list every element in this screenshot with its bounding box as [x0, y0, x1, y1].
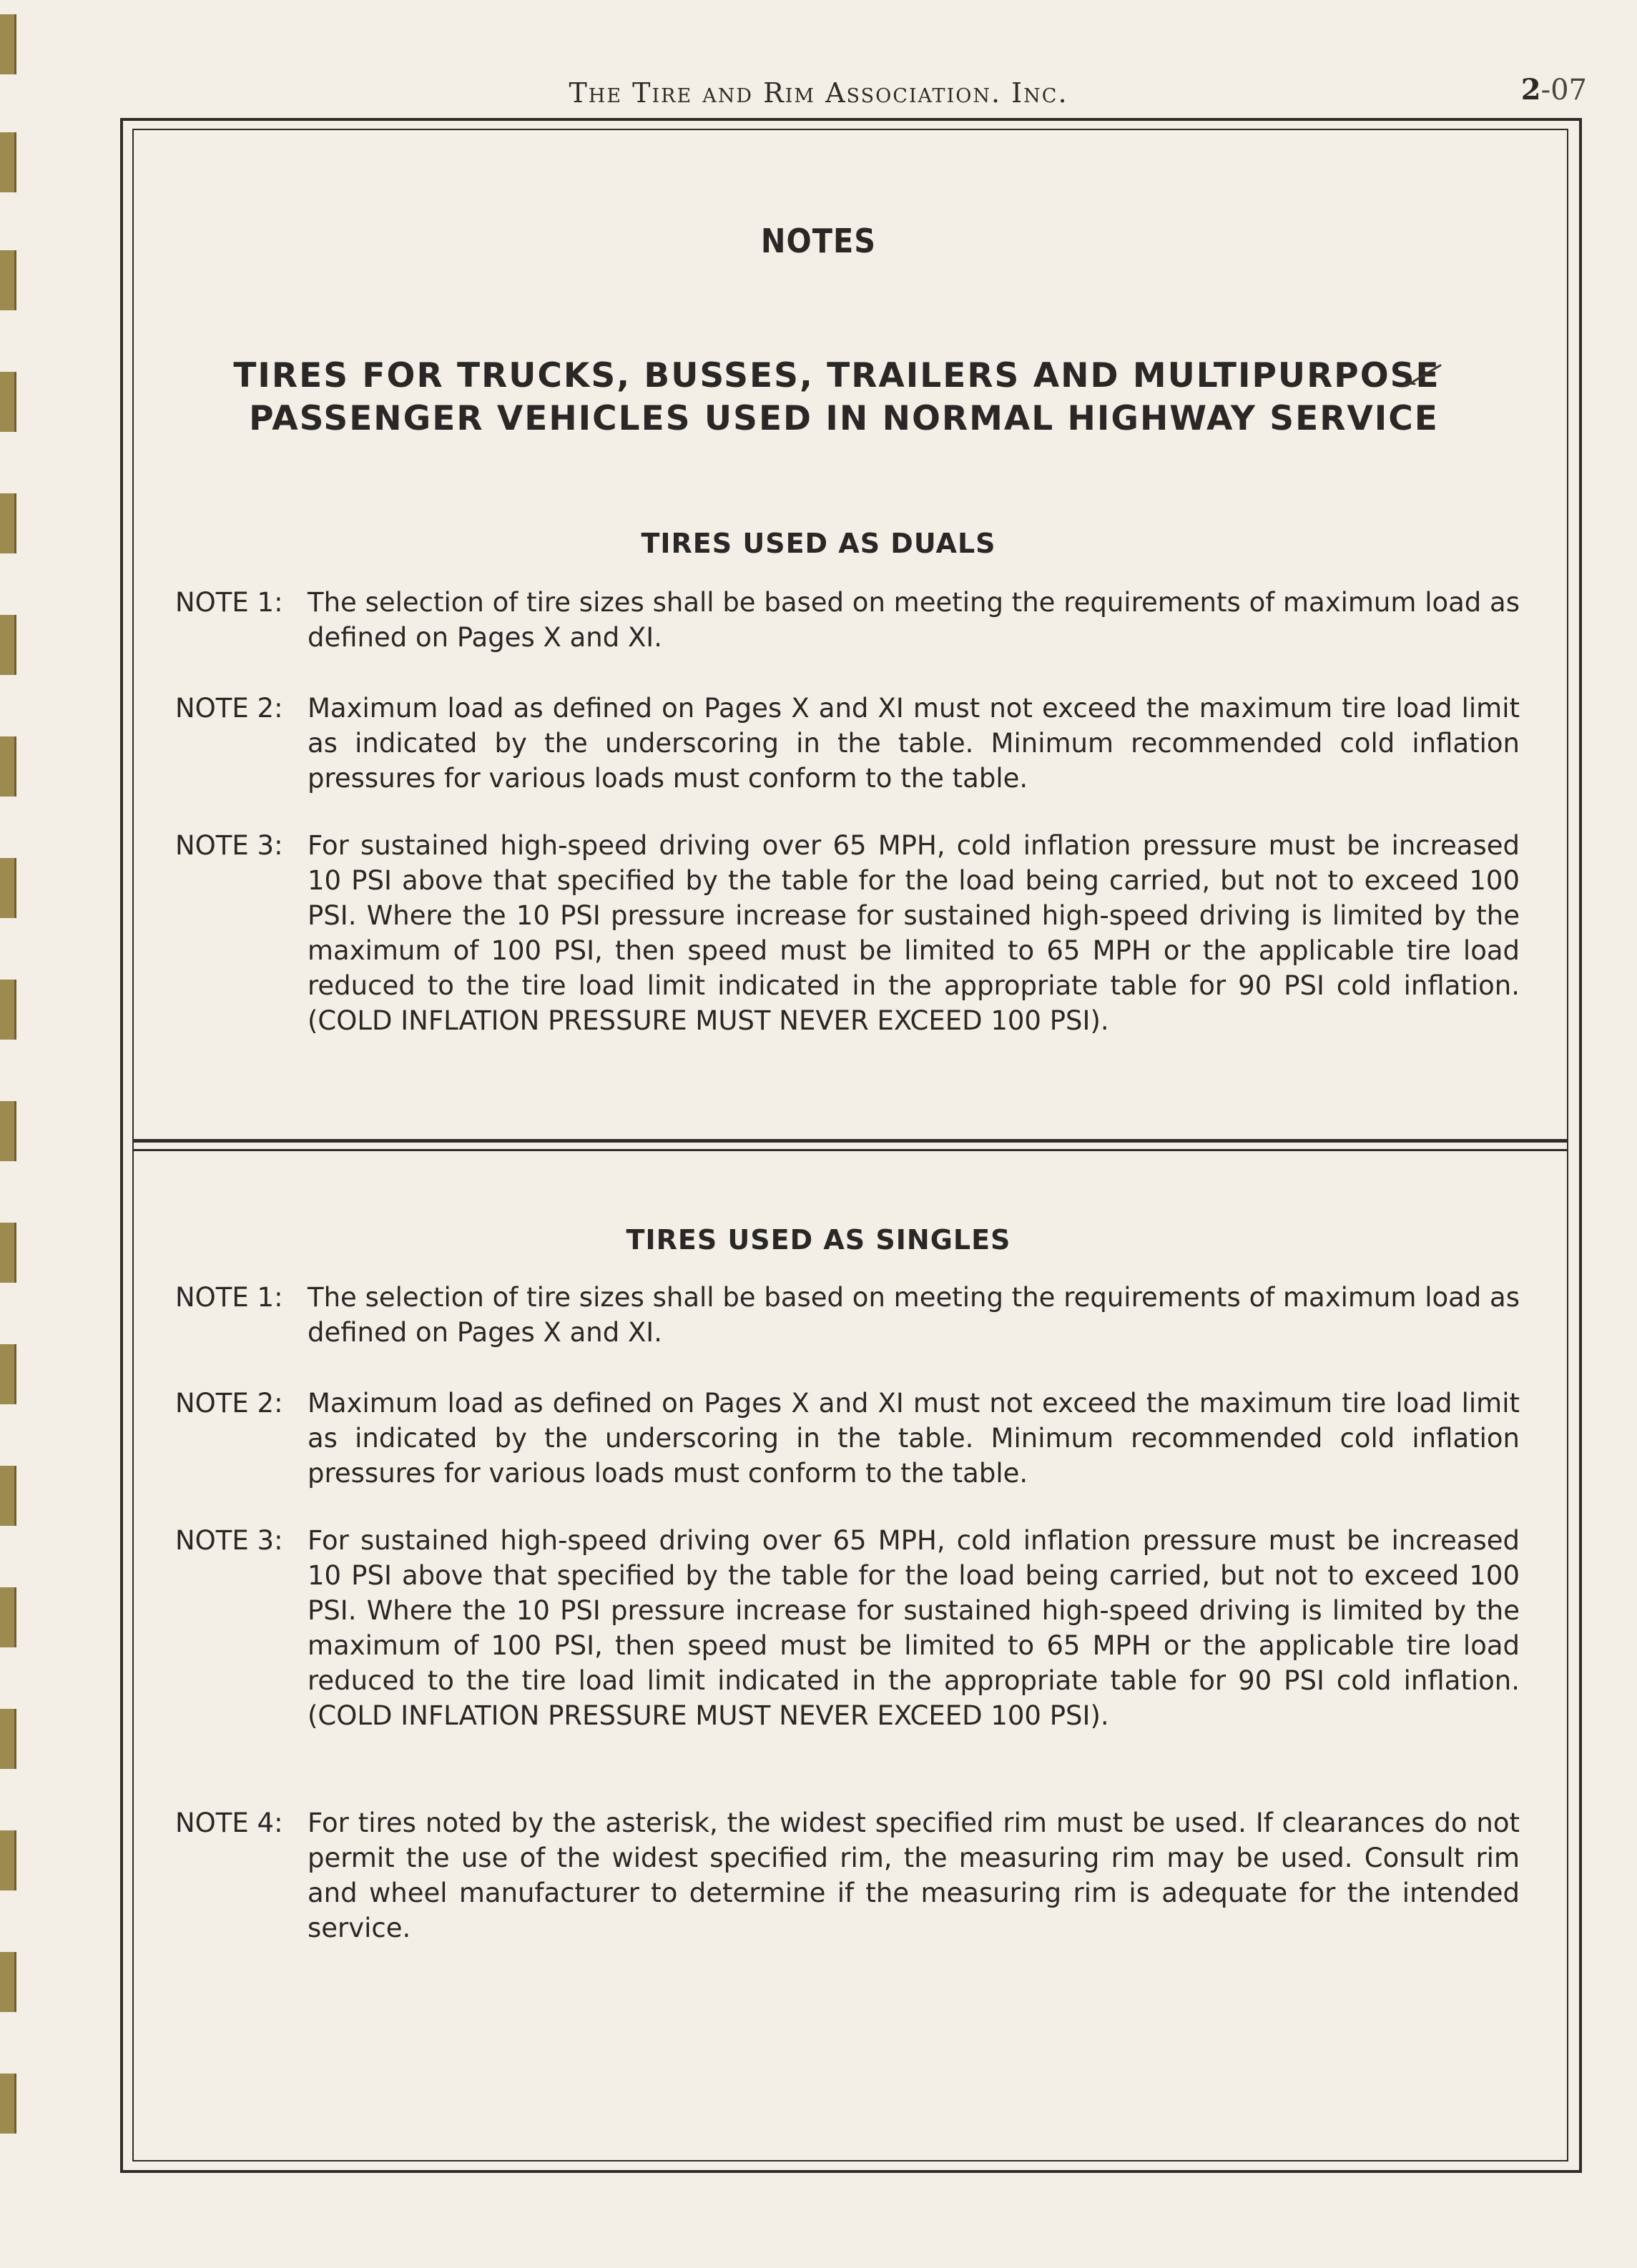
note-text: For sustained high-speed driving over 65 MPH, cold inflation pressure must be increased 10 PSI above that specified by the table for the load being carried, but not to exceed 100 PSI. Where the 10 PSI pressure increase for sustained high-speed driving is limited by the maximum of 100 PSI, then speed must be limited to 65 MPH or the applicable tire load reduced to the tire load limit indicated in the appropriate table for 90 PSI cold inflation. (COLD INFLATION PRESSURE MUST NEVER EXCEED 100 PSI). [308, 830, 1520, 1036]
singles-note-4 [175, 1805, 1520, 1946]
duals-note-1 [175, 585, 1520, 655]
singles-note-3 [175, 1523, 1520, 1733]
notes-heading: NOTES [760, 222, 877, 260]
note-label: NOTE 3: [175, 830, 283, 861]
note-label: NOTE 4: [175, 1808, 283, 1838]
note-text: The selection of tire sizes shall be based on meeting the requirements of maximum load as defined on Pages X and XI. [308, 1282, 1520, 1348]
page-number [1521, 73, 1587, 107]
checkmark-icon [1402, 361, 1445, 390]
note-label: NOTE 3: [175, 1525, 283, 1556]
duals-note-2 [175, 691, 1520, 796]
duals-note-3 [175, 828, 1520, 1038]
note-text: Maximum load as defined on Pages X and XI must not exceed the maximum tire load limit as indicated by the underscoring in the table. Minimum recommended cold inflation pressures for various loads must conform to the table. [308, 1388, 1520, 1489]
title-line-2: PASSENGER VEHICLES USED IN NORMAL HIGHWAY SERVICE [249, 399, 1439, 438]
note-text: Maximum load as defined on Pages X and XI must not exceed the maximum tire load limit as indicated by the underscoring in the table. Minimum recommended cold inflation pressures for various loads must conform to the table. [308, 693, 1520, 794]
section-divider [132, 1139, 1568, 1143]
binding-notch [0, 736, 16, 797]
note-label: NOTE 2: [175, 693, 283, 724]
binding-notch [0, 1344, 16, 1404]
section-heading-duals: TIRES USED AS DUALS [641, 528, 996, 559]
note-text: For tires noted by the asterisk, the widest specified rim must be used. If clearances do not permit the use of the widest specified rim, the measuring rim may be used. Consult rim and wheel manufacturer to determine if the measuring rim is adequate for the intended service. [308, 1808, 1520, 1943]
section-divider [132, 1149, 1568, 1151]
binding-notch [0, 2074, 16, 2134]
singles-note-2 [175, 1386, 1520, 1491]
binding-notch [0, 1101, 16, 1161]
note-text: The selection of tire sizes shall be based on meeting the requirements of maximum load as defined on Pages X and XI. [308, 587, 1520, 653]
page-number-page: -07 [1540, 74, 1587, 107]
binding-notch [0, 1952, 16, 2012]
note-label: NOTE 1: [175, 587, 283, 618]
binding-notch [0, 1466, 16, 1526]
binding-notch [0, 14, 16, 74]
binding-notch [0, 1587, 16, 1647]
document-title [143, 355, 1545, 440]
binding-notch [0, 615, 16, 675]
running-header: The Tire and Rim Association. Inc. [569, 77, 1068, 109]
spiral-binding [0, 0, 21, 2268]
binding-notch [0, 858, 16, 918]
binding-notch [0, 1709, 16, 1769]
section-heading-singles: TIRES USED AS SINGLES [626, 1224, 1011, 1256]
singles-note-1 [175, 1280, 1520, 1350]
note-text: For sustained high-speed driving over 65 MPH, cold inflation pressure must be increased 10 PSI above that specified by the table for the load being carried, but not to exceed 100 PSI. Where the 10 PSI pressure increase for sustained high-speed driving is limited by the maximum of 100 PSI, then speed must be limited to 65 MPH or the applicable tire load reduced to the tire load limit indicated in the appropriate table for 90 PSI cold inflation. (COLD INFLATION PRESSURE MUST NEVER EXCEED 100 PSI). [308, 1525, 1520, 1731]
title-line-1: TIRES FOR TRUCKS, BUSSES, TRAILERS AND MULTIPURPOSE [233, 356, 1440, 395]
note-label: NOTE 1: [175, 1282, 283, 1313]
binding-notch [0, 1830, 16, 1890]
note-label: NOTE 2: [175, 1388, 283, 1419]
page-number-section: 2 [1520, 73, 1541, 107]
binding-notch [0, 372, 16, 432]
binding-notch [0, 132, 16, 192]
binding-notch [0, 980, 16, 1040]
